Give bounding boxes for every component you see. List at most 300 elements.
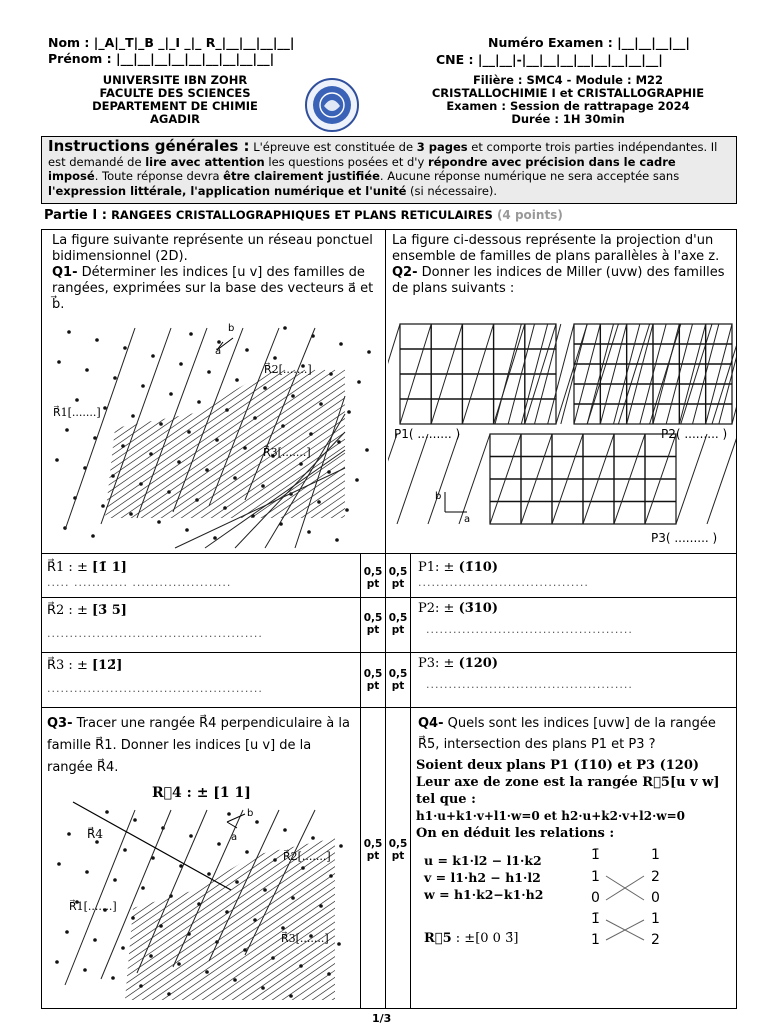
lattice-node [57, 862, 61, 866]
lattice-node [105, 810, 109, 814]
matrix-cell: 2 [651, 869, 660, 885]
lattice-node [339, 342, 343, 346]
lattice-node [227, 812, 231, 816]
instr-text: . Toute réponse devra [94, 169, 220, 183]
p3-label: P3: ± [418, 656, 459, 671]
q2-text: Donner les indices de Miller (uvw) des familles de plans suivants : [392, 265, 725, 296]
matrix-cell: 1 [651, 911, 660, 927]
instructions-text [42, 137, 736, 200]
filiere-line: Examen : Session de rattrapage 2024 [446, 99, 690, 113]
lattice-node [67, 832, 71, 836]
q3-text: Tracer une rangée R⃗4 perpendiculaire à la famille R⃗1. Donner les indices [u v] de la rangée R⃗4. [47, 716, 350, 775]
lattice-node [281, 926, 285, 930]
lattice-node [197, 400, 201, 404]
lattice-node [223, 506, 227, 510]
lattice-node [281, 424, 285, 428]
lattice-node [139, 482, 143, 486]
q1-text: Déterminer les indices [u v] des familles de rangées, exprimées sur la base des vecteurs a⃗ et b⃗. [52, 265, 374, 312]
instr-text: (si nécessaire). [410, 183, 498, 198]
q2-label: Q2- [392, 265, 418, 280]
lattice-node [141, 886, 145, 890]
lattice-node [207, 872, 211, 876]
left-intro [52, 233, 380, 313]
hatch-line [365, 370, 381, 550]
sol1-c: et P3 [612, 758, 660, 773]
lattice-node [129, 512, 133, 516]
table-divider [41, 597, 737, 598]
filiere-line: CRISTALLOCHIMIE I et CRISTALLOGRAPHIE [431, 86, 705, 100]
university-line: AGADIR [150, 112, 200, 126]
lattice-node [283, 828, 287, 832]
hatch-line [185, 825, 357, 1005]
hatch-line [115, 370, 375, 550]
plane-trace [627, 324, 653, 424]
matrix-cell: 1 [591, 869, 600, 885]
hatch-line [285, 370, 381, 550]
fig2-label-a: a [231, 832, 238, 843]
lattice-node [255, 820, 259, 824]
partie-label: Partie I : [44, 208, 107, 223]
prenom-field: Prénom : |__|__|__|__|__|__|__|__|__| [48, 51, 275, 66]
plane-trace [679, 324, 705, 424]
fig1-label-r2: R⃗2[.......] [264, 363, 312, 376]
lattice-node [111, 976, 115, 980]
sol1-b: (1̄10) [573, 758, 613, 773]
hatch-line [45, 370, 215, 550]
fig-label-a: a [464, 514, 471, 525]
lattice-node [245, 850, 249, 854]
plane-trace [397, 434, 428, 524]
hatch-line [235, 370, 381, 550]
lattice-node [189, 834, 193, 838]
lattice-node [157, 520, 161, 524]
matrix-cell: 1̄ [591, 847, 600, 863]
fig1-label-a: a [215, 346, 222, 357]
rangee-line [101, 810, 171, 979]
hatch-line [45, 370, 255, 550]
sol-line-2: Leur axe de zone est la rangée R⃗5[u v w] tel que : [416, 775, 720, 807]
lattice-node [365, 448, 369, 452]
lattice-node [189, 332, 193, 336]
table-divider [41, 553, 737, 554]
eq-u: u = k1·l2 − l1·k2 [424, 853, 542, 868]
lattice-node [167, 490, 171, 494]
table-border [41, 229, 42, 1009]
pt-p1: 0,5 pt [388, 566, 408, 590]
r2-dots: ................................................ [47, 627, 263, 640]
lattice-node [253, 918, 257, 922]
rangee-line [65, 328, 135, 530]
lattice-node [205, 970, 209, 974]
hatch-line [145, 370, 381, 550]
fig2-label-r1: R⃗1[.......] [69, 900, 117, 913]
hatch-line [45, 825, 275, 1005]
table-border [41, 1008, 737, 1009]
lattice-node [151, 354, 155, 358]
lattice-node [121, 946, 125, 950]
lattice-node [337, 942, 341, 946]
lattice-node [291, 394, 295, 398]
lattice-node [123, 848, 127, 852]
lattice-node [273, 356, 277, 360]
lattice-node [85, 368, 89, 372]
cne-field: CNE : |__|__|-|__|__|__|__|__|__|__|__| [436, 52, 663, 67]
answer-p2 [418, 601, 728, 636]
lattice-node [131, 414, 135, 418]
lattice-node [339, 844, 343, 848]
answer-r1 [47, 560, 357, 589]
plane-trace [428, 434, 459, 524]
hatch-line [55, 370, 315, 550]
instr-bold: lire avec attention [145, 154, 265, 169]
lattice-node [347, 410, 351, 414]
university-block [70, 74, 280, 126]
lattice-node [83, 968, 87, 972]
hatch-line [55, 825, 315, 1005]
lattice-node [149, 452, 153, 456]
instr-text: les questions posées et d'y [268, 154, 425, 169]
plane-trace [388, 434, 397, 524]
lattice-node [149, 954, 153, 958]
fig-label-p1: P1( ......... ) [394, 427, 461, 441]
hatch-line [45, 825, 238, 1005]
lattice-node [235, 378, 239, 382]
lattice-node [139, 984, 143, 988]
fig2-label-r3: R⃗3[.......] [281, 932, 329, 945]
lattice-node [103, 406, 107, 410]
table-divider [385, 229, 386, 553]
filiere-line: Durée : 1H 30min [511, 112, 625, 126]
hatch-line [45, 370, 235, 550]
lattice-node [159, 924, 163, 928]
lattice-node [309, 432, 313, 436]
p3-value: (120) [458, 656, 499, 671]
hatch-line [195, 370, 381, 550]
pt-q4: 0,5 pt [388, 838, 408, 862]
p2-value: (3̄10) [458, 601, 499, 616]
sol1-a: Soient deux plans P1 [416, 758, 574, 773]
lattice-node [159, 422, 163, 426]
fig-label-p3: P3( ......... ) [651, 531, 718, 545]
q3-block [47, 713, 357, 779]
lattice-node [55, 458, 59, 462]
lattice-node [233, 978, 237, 982]
hatch-line [275, 370, 381, 550]
instr-text: . Aucune réponse numérique ne sera acceptée sans [379, 169, 680, 183]
instructions-box [41, 136, 737, 204]
pt-q3: 0,5 pt [363, 838, 383, 862]
plane-trace [676, 434, 707, 524]
hatch-line [45, 370, 295, 550]
p2-dots: .............................................. [426, 623, 633, 636]
r1-dots: ..... ............ ...................... [47, 576, 232, 589]
sol-line-3: h1·u+k1·v+l1·w=0 et h2·u+k2·v+l2·w=0 [416, 809, 685, 823]
lattice-node [179, 362, 183, 366]
lattice-node [319, 402, 323, 406]
hatch-line [45, 825, 165, 1005]
numero-examen-field: Numéro Examen : |__|__|__|__| [488, 35, 690, 50]
hatch-line [95, 370, 355, 550]
q4-block [418, 713, 732, 755]
q4-label: Q4- [418, 716, 444, 731]
lattice-node [85, 870, 89, 874]
partie-heading: RANGEES CRISTALLOGRAPHIQUES ET PLANS RETICULAIRES [111, 208, 493, 222]
table-divider [41, 707, 737, 708]
lattice-node [141, 384, 145, 388]
lattice-node [329, 372, 333, 376]
lattice-node [123, 346, 127, 350]
lattice-node [65, 930, 69, 934]
lattice-node [217, 842, 221, 846]
page-number: 1/3 [372, 1012, 392, 1025]
lattice-node [263, 386, 267, 390]
university-line: DEPARTEMENT DE CHIMIE [92, 99, 258, 113]
lattice-node [113, 376, 117, 380]
lattice-node [273, 858, 277, 862]
lattice-node [113, 878, 117, 882]
hatch-line [45, 370, 105, 550]
lattice-figure-2 [45, 800, 357, 1005]
matrix-cell: 0 [651, 890, 660, 906]
r2-value: [3̄ 5] [91, 603, 127, 618]
lattice-node [261, 484, 265, 488]
plane-trace [574, 324, 600, 424]
r3-dots: ................................................ [47, 682, 263, 695]
lattice-node [337, 440, 341, 444]
lattice-node [133, 818, 137, 822]
matrix-cell: 1 [651, 847, 660, 863]
university-line: UNIVERSITE IBN ZOHR [102, 73, 248, 87]
p1-label: P1: ± [418, 560, 459, 575]
r4-answer: R⃗4 : ± [1 1] [152, 785, 251, 801]
matrix-cell: 1 [591, 932, 600, 948]
hatch-line [345, 825, 357, 1005]
hatch-line [45, 825, 295, 1005]
hatch-line [45, 825, 145, 1005]
rangee-r3-line [205, 450, 345, 548]
left-intro-text: La figure suivante représente un réseau ponctuel bidimensionnel (2D). [52, 233, 373, 264]
table-border [41, 229, 737, 230]
instr-bold: répondre avec précision dans le cadre imposé [48, 154, 676, 183]
hatch-line [45, 825, 105, 1005]
rangee-line [209, 810, 279, 961]
lattice-node [253, 416, 257, 420]
hatch-line [175, 370, 381, 550]
lattice-node [169, 392, 173, 396]
r2-label: R⃗2 : ± [47, 603, 92, 618]
right-intro [392, 233, 732, 297]
hatch-line [105, 370, 365, 550]
fig1-label-r1: R⃗1[.......] [53, 406, 101, 419]
eq-v: v = l1·h2 − h1·l2 [424, 870, 541, 885]
index-matrix [578, 840, 678, 948]
fig-label-b: b [435, 491, 442, 502]
hatch-line [345, 370, 381, 550]
filiere-line: Filière : SMC4 - Module : M22 [472, 73, 664, 87]
lattice-node [167, 992, 171, 996]
lattice-node [95, 338, 99, 342]
rangee-line [101, 328, 171, 524]
lattice-node [111, 474, 115, 478]
hatch-line [355, 370, 381, 550]
planes-figure [388, 316, 736, 550]
answer-r2 [47, 603, 357, 640]
hatch-line [295, 370, 381, 550]
pt-p2: 0,5 pt [388, 612, 408, 636]
p1-value: (1̄10) [458, 560, 499, 575]
right-intro-text: La figure ci-dessous représente la projection d'un ensemble de familles de plans parallèles à l'axe z. [392, 233, 720, 264]
instr-text: L'épreuve est constituée de [253, 140, 414, 154]
instr-bold: être clairement justifiée [223, 169, 380, 183]
lattice-node [213, 536, 217, 540]
hatch-line [125, 370, 381, 550]
instructions-title: Instructions générales : [48, 137, 250, 155]
table-border [736, 229, 737, 1009]
hatch-line [65, 370, 325, 550]
hatch-line [45, 825, 205, 1005]
p3-dots: .............................................. [426, 678, 633, 691]
lattice-node [195, 498, 199, 502]
eq-w: w = h1·k2−k1·h2 [424, 887, 544, 902]
lattice-node [283, 326, 287, 330]
lattice-node [185, 528, 189, 532]
r5-label: R⃗5 [424, 931, 452, 946]
pt-r3: 0,5 pt [363, 668, 383, 692]
lattice-node [121, 444, 125, 448]
lattice-node [207, 370, 211, 374]
lattice-node [299, 964, 303, 968]
lattice-node [245, 348, 249, 352]
r5-answer [424, 931, 518, 946]
fig-label-p2: P2( ......... ) [661, 427, 728, 441]
hatch-line [135, 370, 381, 550]
lattice-node [311, 836, 315, 840]
lattice-node [301, 866, 305, 870]
q4-text: Quels sont les indices [uvw] de la rangée R⃗5, intersection des plans P1 et P3 ? [418, 716, 716, 752]
hatch-line [155, 370, 381, 550]
rangee-r3-line [265, 414, 345, 548]
lattice-node [291, 896, 295, 900]
hatch-line [375, 370, 381, 550]
plane-trace [650, 324, 681, 424]
fig2-label-r4: R⃗4 [87, 827, 103, 841]
lattice-node [55, 960, 59, 964]
partie-title [44, 208, 563, 223]
lattice-node [357, 380, 361, 384]
hatch-line [335, 825, 357, 1005]
table-divider [410, 553, 411, 1009]
rangee-r3-line [175, 468, 345, 548]
lattice-node [75, 398, 79, 402]
hatch-line [45, 370, 145, 550]
lattice-node [307, 530, 311, 534]
lattice-node [233, 476, 237, 480]
q4-equations [424, 852, 543, 903]
sol-line-1 [416, 757, 734, 774]
hatch-line [165, 370, 381, 550]
r3-value: [12̄] [91, 658, 123, 673]
lattice-node [243, 446, 247, 450]
nom-field: Nom : |_A|_T|_B _|_I _|_ R_|__|__|__|__| [48, 35, 295, 50]
lattice-node [327, 470, 331, 474]
lattice-node [319, 904, 323, 908]
pt-r2: 0,5 pt [363, 612, 383, 636]
lattice-node [177, 460, 181, 464]
r1-label: R⃗1 : ± [47, 560, 92, 575]
lattice-node [177, 962, 181, 966]
lattice-node [57, 360, 61, 364]
hatch-line [45, 825, 155, 1005]
table-divider [41, 652, 737, 653]
p2-label: P2: ± [418, 601, 459, 616]
matrix-cell: 1̄ [591, 911, 600, 927]
pt-p3: 0,5 pt [388, 668, 408, 692]
lattice-node [91, 534, 95, 538]
sol-line-4: On en déduit les relations : [416, 826, 615, 841]
plane-trace [653, 324, 679, 424]
p1-dots: ...................................... [418, 576, 589, 589]
matrix-cell: 0 [591, 890, 600, 906]
partie-points: (4 points) [496, 208, 563, 222]
university-line: FACULTE DES SCIENCES [99, 86, 251, 100]
r5-value: : ±[0 0 3̄] [451, 931, 519, 946]
lattice-node [225, 408, 229, 412]
lattice-node [215, 438, 219, 442]
instr-bold: l'expression littérale, l'application numérique et l'unité [48, 183, 407, 198]
sol1-d: (120) [659, 758, 700, 773]
fig1-label-r3: R⃗3[.......] [263, 446, 311, 459]
r3-label: R⃗3 : ± [47, 658, 92, 673]
lattice-node [329, 874, 333, 878]
hatch-line [45, 370, 165, 550]
lattice-node [205, 468, 209, 472]
lattice-node [271, 956, 275, 960]
hatch-line [355, 825, 357, 1005]
q1-label: Q1- [52, 265, 78, 280]
lattice-node [67, 330, 71, 334]
instr-text: et comporte trois parties indépendantes. Il est demandé de [48, 140, 718, 169]
lattice-node [131, 916, 135, 920]
plane-trace [388, 324, 400, 424]
answer-p1 [418, 560, 728, 589]
hatch-line [45, 825, 135, 1005]
r1-value: [1̄ 1] [91, 560, 127, 575]
lattice-node [345, 508, 349, 512]
hatch-line [335, 370, 381, 550]
hatch-line [45, 825, 305, 1005]
answer-r3 [47, 658, 357, 695]
hatch-line [325, 370, 381, 550]
lattice-node [317, 500, 321, 504]
matrix-cell: 2 [651, 932, 660, 948]
plane-trace [707, 434, 736, 524]
lattice-node [93, 938, 97, 942]
lattice-node [263, 888, 267, 892]
lattice-node [217, 340, 221, 344]
hatch-line [45, 370, 305, 550]
lattice-node [367, 350, 371, 354]
hatch-line [45, 370, 155, 550]
university-logo [302, 76, 362, 134]
q4-solution [416, 757, 734, 842]
fig2-label-b: b [247, 808, 254, 819]
matrix-cross-lines [578, 840, 678, 950]
lattice-node [235, 880, 239, 884]
hatch-line [75, 370, 335, 550]
instr-bold: 3 pages [416, 140, 468, 154]
q3-label: Q3- [47, 716, 73, 731]
lattice-node [101, 504, 105, 508]
